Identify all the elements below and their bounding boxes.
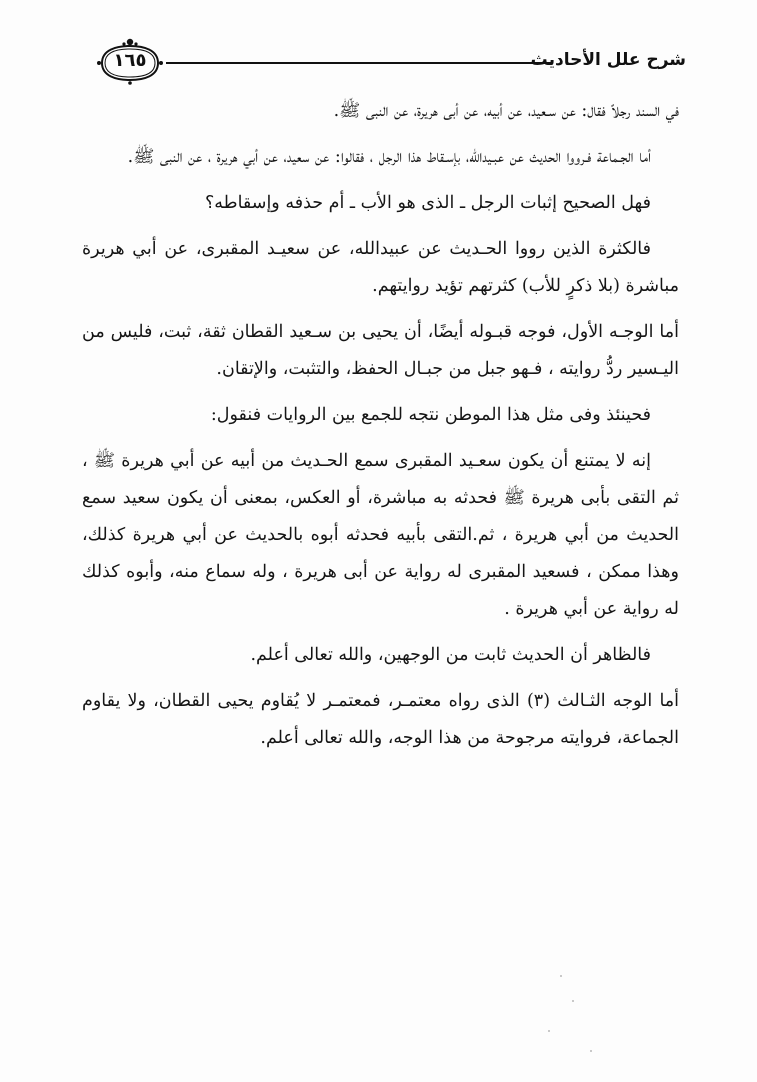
- page-number: ١٦٥: [113, 50, 147, 71]
- paragraph-7: إنه لا يمتنع أن يكون سعـيد المقبرى سمع الحـديث من أبيه عن أبي هريرة ﷺ ، ثم التقى بأبى هريرة ﷺ فحدثه به مباشرة، أو العكس، بمعنى أن يكون سعيد سمع الحديث من أبي هريرة ، ثم.التقى بأبيه فحدثه أبوه بالحديث عن أبي هريرة كذلك، وهذا ممكن ، فسعيد المقبرى له رواية عن أبى هريرة ، وله سماع منه، وأبوه كذلك له رواية عن أبي هريرة .: [82, 451, 679, 619]
- paragraph-1: في السند رجلاً فقال: عن سـعيد، عن أبيه، عن أبى هريرة، عن النبى ﷺ.: [333, 101, 679, 121]
- paragraph-6: فحينئذ وفى مثل هذا الموطن نتجه للجمع بين الروايات فنقول:: [210, 405, 651, 425]
- header-rule: [166, 62, 551, 64]
- paragraph-5: أما الوجـه الأول، فوجه قبـوله أيضًا، أن يحيى بن سـعيد القطان ثقة، ثبت، فليس من اليـسير ردُّ روايته ، فـهو جبل من جبـال الحفظ، والتثبت، والإتقان.: [82, 322, 679, 379]
- paragraph-2: أما الجـماعة فـرووا الحديث عن عبـيدالله، بإسـقاط هذا الرجل ، فقالوا: عن سعيد، عن أبي هريرة ، عن النبى ﷺ.: [127, 147, 651, 167]
- paragraph-8: فالظاهر أن الحديث ثابت من الوجهين، والله تعالى أعلم.: [250, 645, 651, 665]
- page-number-badge: [96, 36, 164, 86]
- page-body: [82, 93, 679, 757]
- paragraph-3: فهل الصحيح إثبات الرجل ـ الذى هو الأب ـ أم حذفه وإسقاطه؟: [205, 193, 651, 213]
- running-title: شرح علل الأحاديث: [530, 50, 686, 70]
- scan-speck: [548, 1030, 550, 1032]
- scan-speck: [560, 975, 562, 977]
- page-header: [96, 34, 686, 90]
- paragraph-4: فالكثرة الذين رووا الحـديث عن عبيدالله، عن سعيـد المقبرى، عن أبي هريرة مباشرة (بلا ذكرٍ للأب) كثرتهم تؤيد روايتهم.: [82, 239, 679, 296]
- scan-speck: [572, 1000, 574, 1002]
- paragraph-9: أما الوجه الثـالث (٣) الذى رواه معتمـر، فمعتمـر لا يُقاوم يحيى القطان، ولا يقاوم الجماعة، فروايته مرجوحة من هذا الوجه، والله تعالى أعلم.: [82, 691, 680, 748]
- scan-speck: [590, 1050, 592, 1052]
